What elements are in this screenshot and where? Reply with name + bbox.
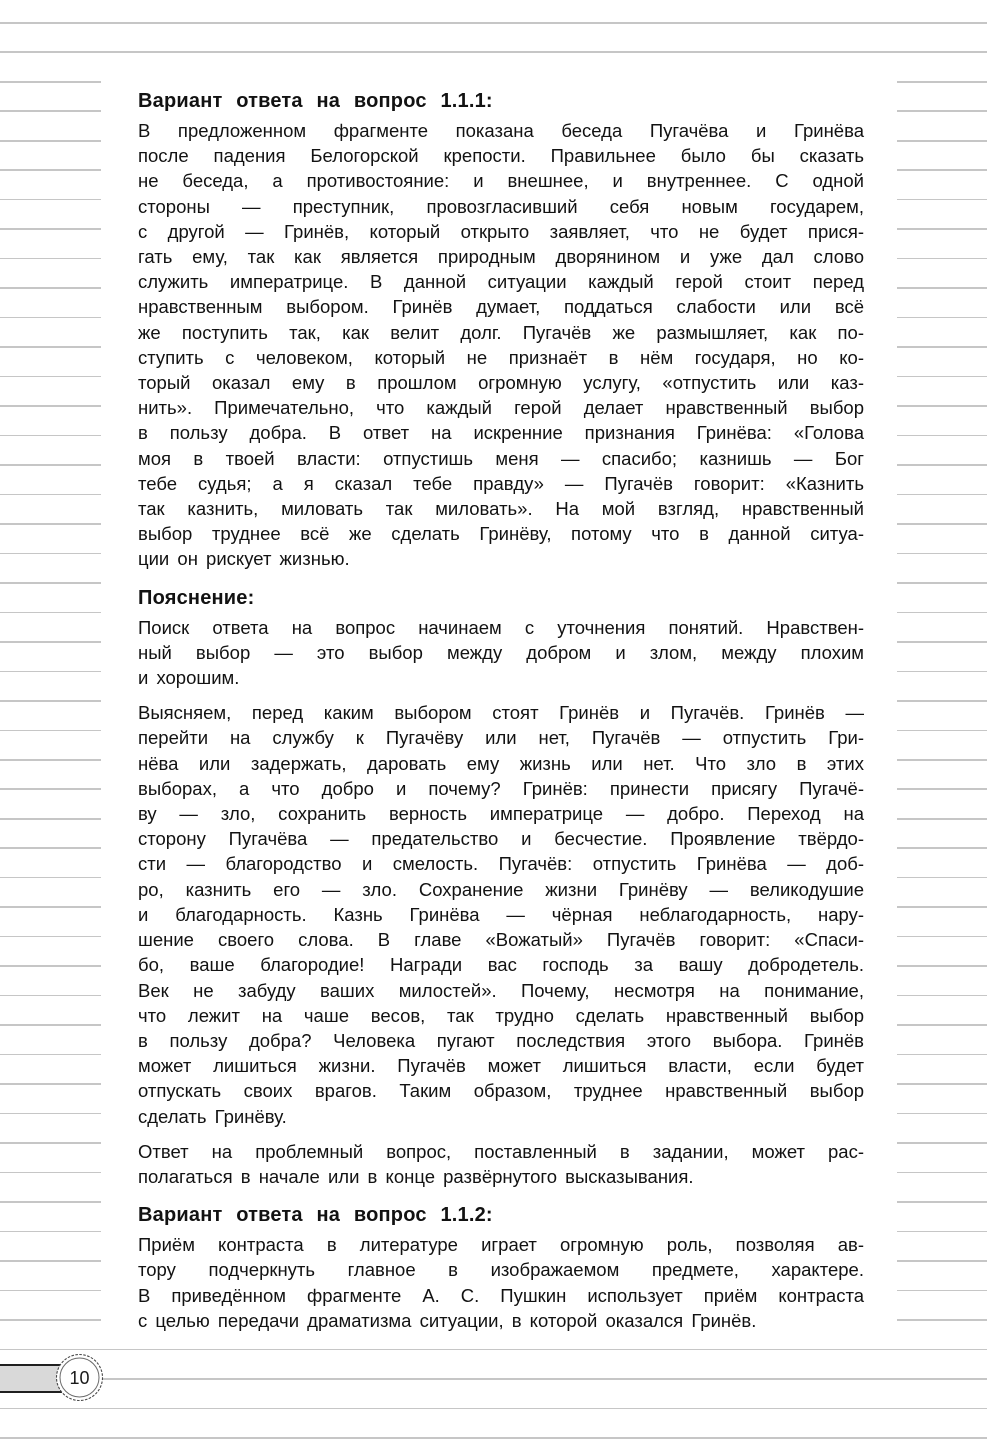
- ruled-line: [897, 1054, 987, 1056]
- ruled-line: [897, 1260, 987, 1262]
- ruled-line: [0, 435, 101, 437]
- text-line: Ответ на проблемный вопрос, поставленный в задании, может рас-: [138, 1140, 864, 1162]
- ruled-line: [897, 228, 987, 230]
- text-line: торый оказал ему в прошлом огромную услугу, «отпустить или каз-: [138, 372, 864, 394]
- paragraph: [138, 1232, 864, 1333]
- ruled-line: [0, 612, 101, 614]
- text-line: нравственным выбором. Гринёв думает, поддаться слабости или всё: [138, 296, 864, 318]
- ruled-line: [897, 759, 987, 761]
- text-line: сторону Пугачёва — предательство и бесчестие. Проявление твёрдо-: [138, 828, 864, 850]
- paragraph: [138, 700, 864, 1128]
- ruled-line: [897, 671, 987, 673]
- text-line: не беседа, а противостояние: и внешнее, и внутреннее. С одной: [138, 170, 864, 192]
- page-number-badge: [55, 1353, 104, 1402]
- ruled-line: [0, 995, 101, 997]
- text-line: отпускать своих врагов. Таким образом, труднее нравственный выбор: [138, 1080, 864, 1102]
- text-line: тору подчеркнуть главное в изображаемом предмете, характере.: [138, 1259, 864, 1281]
- text-line: нёва или задержать, даровать ему жизнь или нет. Что зло в этих: [138, 752, 864, 774]
- ruled-line: [897, 405, 987, 407]
- text-line: в пользу добра. В ответ на искренние признания Гринёва: «Голова: [138, 422, 864, 444]
- ruled-line: [0, 346, 101, 348]
- ruled-line: [897, 140, 987, 142]
- ruled-line: [0, 818, 101, 820]
- ruled-line: [0, 228, 101, 230]
- text-line: Приём контраста в литературе играет огромную роль, позволяя ав-: [138, 1234, 864, 1256]
- text-line: и благодарность. Казнь Гринёва — чёрная неблагодарность, нару-: [138, 903, 864, 925]
- ruled-line: [897, 494, 987, 496]
- ruled-line: [897, 287, 987, 289]
- ruled-line: [897, 847, 987, 849]
- ruled-line: [897, 199, 987, 201]
- ruled-line: [897, 523, 987, 525]
- text-line: с целью передачи драматизма ситуации, в которой оказался Гринёв.: [138, 1309, 757, 1331]
- ruled-line: [897, 464, 987, 466]
- ruled-line: [897, 1172, 987, 1174]
- ruled-line: [0, 730, 101, 732]
- ruled-line: [897, 110, 987, 112]
- ruled-line: [0, 258, 101, 260]
- text-line: тебе судья; а я сказал тебе правду» — Пугачёв говорит: «Казнить: [138, 472, 864, 494]
- ruled-line: [897, 1083, 987, 1085]
- paragraph: [138, 1139, 864, 1189]
- ruled-line: [897, 612, 987, 614]
- text-line: и хорошим.: [138, 667, 240, 689]
- paragraph: [138, 118, 864, 572]
- ruled-line: [0, 847, 101, 849]
- ruled-line: [0, 1113, 101, 1115]
- ruled-line: [897, 376, 987, 378]
- text-line: Век не забуду ваших милостей». Почему, несмотря на понимание,: [138, 979, 864, 1001]
- ruled-line: [897, 1024, 987, 1026]
- ruled-line: [897, 906, 987, 908]
- text-line: ву — зло, сохранить верность императрице — добро. Переход на: [138, 803, 864, 825]
- page-number: 10: [69, 1368, 90, 1388]
- ruled-line: [897, 258, 987, 260]
- ruled-line: [897, 995, 987, 997]
- ruled-line: [897, 730, 987, 732]
- ruled-line: [0, 641, 101, 643]
- ruled-line: [897, 81, 987, 83]
- paragraph: [138, 615, 864, 691]
- ruled-line: [0, 110, 101, 112]
- text-line: бо, ваше благородие! Награди вас господь за вашу добродетель.: [138, 954, 864, 976]
- section-heading: Вариант ответа на вопрос 1.1.2:: [138, 1204, 493, 1227]
- text-line: в пользу добра? Человека пугают последствия этого выбора. Гринёв: [138, 1029, 864, 1051]
- ruled-line: [0, 1260, 101, 1262]
- text-line: нить». Примечательно, что каждый герой делает нравственный выбор: [138, 397, 864, 419]
- text-line: гать ему, так как является природным дворянином и уже дал слово: [138, 246, 864, 268]
- ruled-line: [897, 346, 987, 348]
- ruled-line: [0, 1083, 101, 1085]
- ruled-line: [0, 1231, 101, 1233]
- text-line: с другой — Гринёв, который открыто заявляет, что не будет прися-: [138, 220, 864, 242]
- ruled-line: [897, 553, 987, 555]
- ruled-line: [0, 494, 101, 496]
- ruled-line: [0, 965, 101, 967]
- ruled-line: [0, 1172, 101, 1174]
- ruled-line: [0, 199, 101, 201]
- ruled-line: [897, 936, 987, 938]
- ruled-line: [0, 1319, 101, 1321]
- ruled-line: [897, 582, 987, 584]
- ruled-line: [0, 376, 101, 378]
- ruled-line: [897, 1290, 987, 1292]
- ruled-line: [0, 523, 101, 525]
- ruled-line: [0, 1024, 101, 1026]
- text-line: В приведённом фрагменте А. С. Пушкин использует приём контраста: [138, 1284, 864, 1306]
- ruled-line: [0, 877, 101, 879]
- ruled-line: [0, 287, 101, 289]
- text-line: шение своего слова. В главе «Вожатый» Пугачёв говорит: «Спаси-: [138, 929, 864, 951]
- main-text-column: [138, 0, 864, 1333]
- ruled-line: [0, 1349, 987, 1351]
- ruled-line: [0, 405, 101, 407]
- text-line: выбор труднее всё же сделать Гринёву, потому что в данной ситуа-: [138, 523, 864, 545]
- ruled-line: [0, 1201, 101, 1203]
- text-line: Выясняем, перед каким выбором стоят Гринёв и Пугачёв. Гринёв —: [138, 702, 864, 724]
- ruled-line: [0, 1408, 987, 1410]
- ruled-line: [0, 1054, 101, 1056]
- ruled-line: [0, 317, 101, 319]
- ruled-line: [897, 1113, 987, 1115]
- page-tab: [0, 1364, 62, 1393]
- text-line: В предложенном фрагменте показана беседа Пугачёва и Гринёва: [138, 120, 864, 141]
- text-line: Поиск ответа на вопрос начинаем с уточнения понятий. Нравствен-: [138, 616, 864, 638]
- text-line: перейти на службу к Пугачёву или нет, Пугачёв — отпустить Гри-: [138, 727, 864, 749]
- ruled-line: [0, 553, 101, 555]
- ruled-line: [0, 140, 101, 142]
- text-line: моя в твоей власти: отпустишь меня — спасибо; казнишь — Бог: [138, 447, 864, 469]
- text-line: может лишиться жизни. Пугачёв может лишиться власти, если будет: [138, 1055, 864, 1077]
- ruled-line: [0, 759, 101, 761]
- text-line: стороны — преступник, провозгласивший себя новым государем,: [138, 195, 864, 217]
- ruled-line: [897, 317, 987, 319]
- ruled-line: [0, 464, 101, 466]
- text-line: же поступить так, как велит долг. Пугачёв же размышляет, как по-: [138, 321, 864, 343]
- text-line: сделать Гринёву.: [138, 1105, 287, 1127]
- text-line: ро, казнить его — зло. Сохранение жизни Гринёву — великодушие: [138, 878, 864, 900]
- text-line: ный выбор — это выбор между добром и злом, между плохим: [138, 641, 864, 663]
- text-line: выборах, а что добро и почему? Гринёв: принести присягу Пугачё-: [138, 777, 864, 799]
- ruled-line: [897, 877, 987, 879]
- text-line: что лежит на чаше весов, так трудно сделать нравственный выбор: [138, 1004, 864, 1026]
- ruled-line: [897, 818, 987, 820]
- ruled-line: [0, 1142, 101, 1144]
- ruled-line: [897, 1319, 987, 1321]
- text-line: ступить с человеком, который не признаёт в нём государя, но ко-: [138, 346, 864, 368]
- ruled-line: [0, 1290, 101, 1292]
- ruled-line: [897, 1142, 987, 1144]
- ruled-line: [0, 906, 101, 908]
- text-line: сти — благородство и смелость. Пугачёв: отпустить Гринёва — доб-: [138, 853, 864, 875]
- ruled-line: [0, 169, 101, 171]
- text-line: служить императрице. В данной ситуации каждый герой стоит перед: [138, 271, 864, 293]
- text-line: после падения Белогорской крепости. Правильнее было бы сказать: [138, 145, 864, 167]
- section-heading: Вариант ответа на вопрос 1.1.1:: [138, 90, 493, 112]
- section-heading: Пояснение:: [138, 586, 255, 609]
- ruled-line: [897, 965, 987, 967]
- ruled-line: [897, 641, 987, 643]
- ruled-line: [0, 700, 101, 702]
- ruled-line: [0, 671, 101, 673]
- ruled-line: [0, 788, 101, 790]
- ruled-line: [897, 700, 987, 702]
- ruled-line: [0, 1437, 987, 1439]
- ruled-line: [0, 582, 101, 584]
- ruled-line: [897, 1231, 987, 1233]
- text-line: так казнить, миловать так миловать». На мой взгляд, нравственный: [138, 498, 864, 520]
- ruled-line: [897, 1201, 987, 1203]
- ruled-line: [0, 1378, 987, 1380]
- ruled-line: [0, 936, 101, 938]
- text-line: полагаться в начале или в конце развёрнутого высказывания.: [138, 1165, 694, 1187]
- ruled-line: [897, 435, 987, 437]
- ruled-line: [897, 169, 987, 171]
- ruled-line: [0, 81, 101, 83]
- ruled-line: [897, 788, 987, 790]
- text-line: ции он рискует жизнью.: [138, 548, 350, 570]
